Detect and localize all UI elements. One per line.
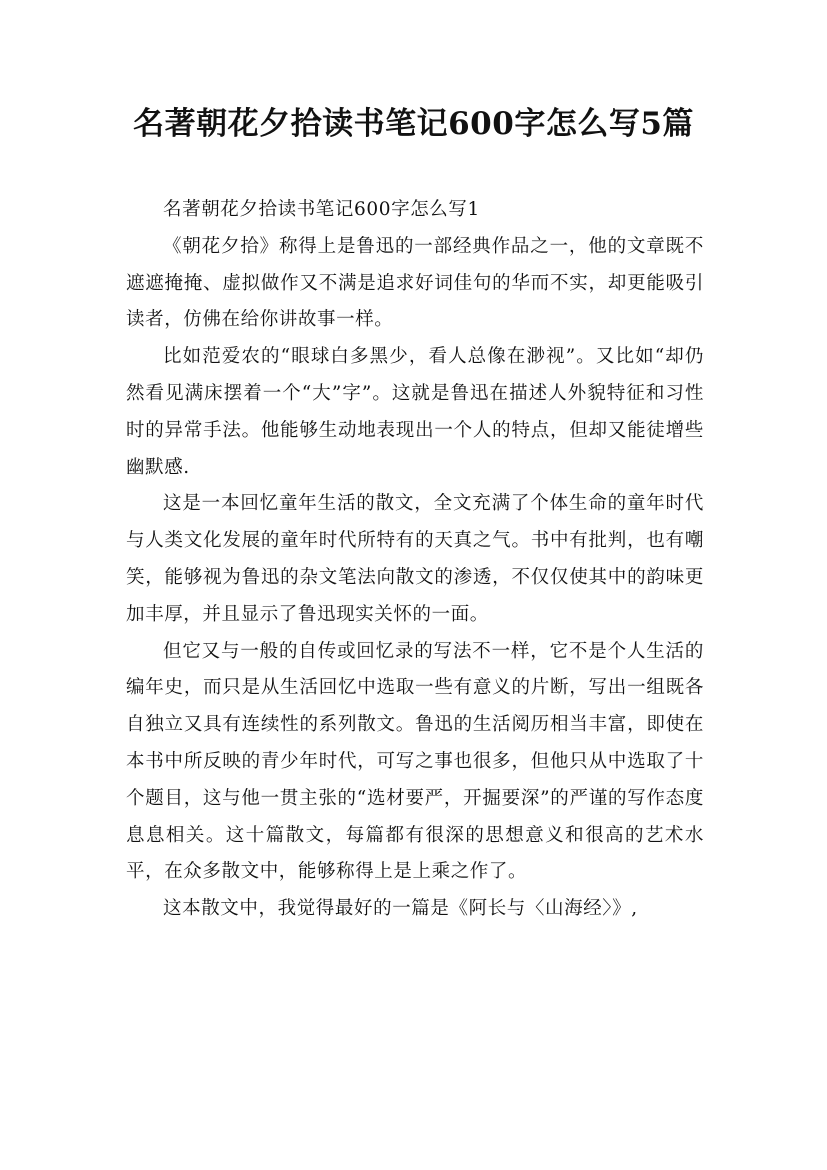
paragraph: 这是一本回忆童年生活的散文，全文充满了个体生命的童年时代与人类文化发展的童年时代所特有的天真之气。书中有批判，也有嘲笑，能够视为鲁迅的杂文笔法向散文的渗透，不仅仅使其中的韵味更加丰厚，并且显示了鲁迅现实关怀的一面。 [126, 493, 704, 625]
paragraph: 《朝花夕拾》称得上是鲁迅的一部经典作品之一，他的文章既不遮遮掩掩、虚拟做作又不满是追求好词佳句的华而不实，却更能吸引读者，仿佛在给你讲故事一样。 [126, 235, 704, 331]
document-body [126, 192, 704, 928]
document-title: 名著朝花夕拾读书笔记600字怎么写5篇 [133, 106, 694, 142]
paragraph: 但它又与一般的自传或回忆录的写法不一样，它不是个人生活的编年史，而只是从生活回忆中选取一些有意义的片断，写出一组既各自独立又具有连续性的系列散文。鲁迅的生活阅历相当丰富，即使在本书中所反映的青少年时代，可写之事也很多，但他只从中选取了十个题目，这与他一贯主张的“选材要严，开掘要深”的严谨的写作态度息息相关。这十篇散文，每篇都有很深的思想意义和很高的艺术水平，在众多散文中，能够称得上是上乘之作了。 [126, 640, 704, 883]
section-heading: 名著朝花夕拾读书笔记600字怎么写1 [163, 199, 480, 220]
paragraph: 比如范爱农的“眼球白多黑少，看人总像在渺视”。又比如“却仍然看见满床摆着一个“大”字”。这就是鲁迅在描述人外貌特征和习性时的异常手法。他能够生动地表现出一个人的特点，但却又能徒增些幽默感. [126, 346, 704, 478]
paragraph: 这本散文中，我觉得最好的一篇是《阿长与〈山海经〉》, [163, 898, 638, 920]
